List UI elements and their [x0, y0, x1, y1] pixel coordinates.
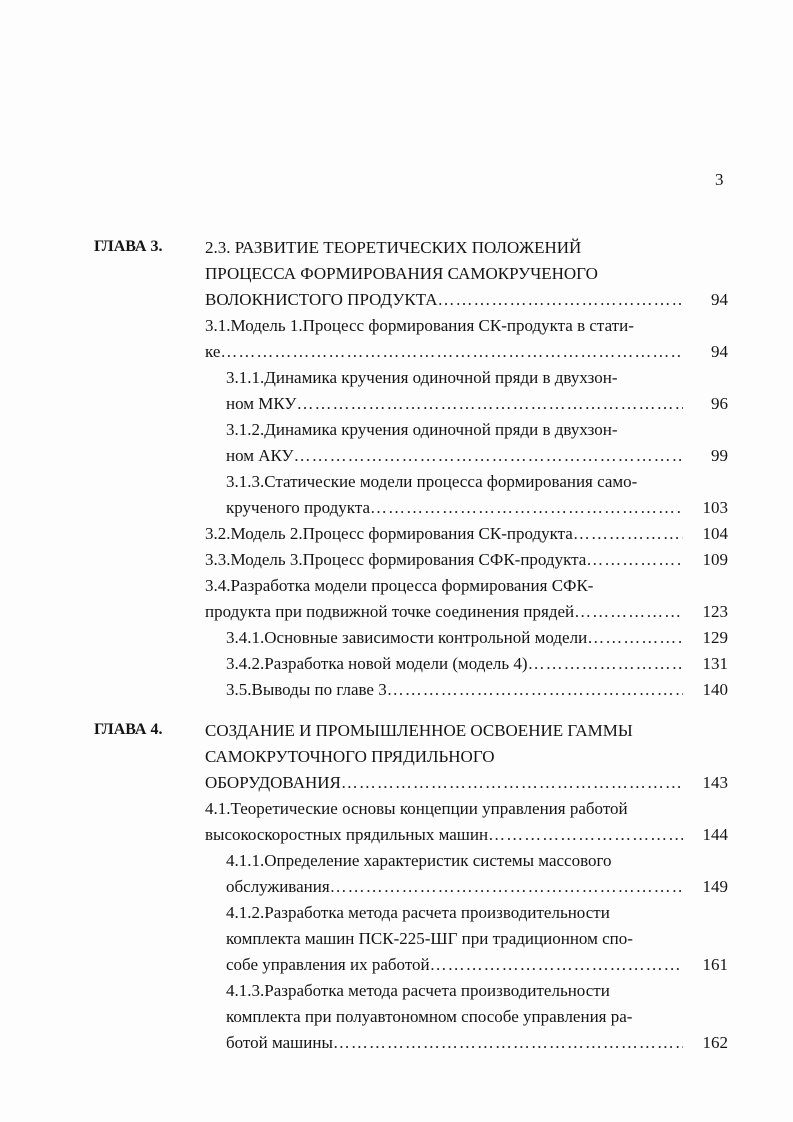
chapter-heading-line: ПРОЦЕССА ФОРМИРОВАНИЯ САМОКРУЧЕНОГО: [205, 264, 598, 283]
toc-entry-line: 3.1.Модель 1.Процесс формирования СК-продукта в стати-: [205, 316, 634, 335]
chapter-heading-line: САМОКРУТОЧНОГО ПРЯДИЛЬНОГО: [205, 747, 495, 766]
toc-entry-line: 3.3.Модель 3.Процесс формирования СФК-продукта …………………………………………………………………………………………………………………: [205, 547, 683, 573]
toc-entry-line: 3.4.1.Основные зависимости контрольной модели …………………………………………………………………………………………………………………: [226, 625, 683, 651]
toc-entry-line: продукта при подвижной точке соединения прядей …………………………………………………………………………………………………………………: [205, 599, 683, 625]
chapter-heading-line: 2.3. РАЗВИТИЕ ТЕОРЕТИЧЕСКИХ ПОЛОЖЕНИЙ: [205, 238, 582, 257]
page-ref: 143: [702, 773, 728, 792]
chapter-label: ГЛАВА 4.: [94, 721, 163, 738]
toc-entry-line: крученого продукта …………………………………………………………………………………………………………………: [226, 495, 683, 521]
toc-entry-line: комплекта машин ПСК-225-ШГ при традиционном спо-: [226, 929, 633, 948]
page-ref: 94: [711, 342, 728, 361]
chapter-heading-line: СОЗДАНИЕ И ПРОМЫШЛЕННОЕ ОСВОЕНИЕ ГАММЫ: [205, 721, 633, 740]
chapter-label: ГЛАВА 3.: [94, 238, 163, 255]
page-ref: 99: [711, 446, 728, 465]
toc-entry-line: ботой машины …………………………………………………………………………………………………………………: [226, 1030, 683, 1056]
page-ref: 161: [702, 955, 728, 974]
page-ref: 144: [702, 825, 728, 844]
toc-entry-line: 4.1.3.Разработка метода расчета производительности: [226, 981, 610, 1000]
chapter-heading-line: ВОЛОКНИСТОГО ПРОДУКТА …………………………………………………………………………………………………………………: [205, 287, 683, 313]
toc-entry-line: 3.1.2.Динамика кручения одиночной пряди в двухзон-: [226, 420, 618, 439]
page-ref: 140: [702, 680, 728, 699]
toc-entry-line: 4.1.1.Определение характеристик системы массового: [226, 851, 612, 870]
toc-entry-line: 3.1.3.Статические модели процесса формирования само-: [226, 472, 638, 491]
toc-entry-line: 3.4.Разработка модели процесса формирования СФК-: [205, 576, 594, 595]
toc-entry-line: ке …………………………………………………………………………………………………………………: [205, 339, 683, 365]
toc-entry-line: обслуживания …………………………………………………………………………………………………………………: [226, 874, 683, 900]
toc-entry-line: 4.1.Теоретические основы концепции управления работой: [205, 799, 628, 818]
toc-entry-line: высокоскоростных прядильных машин …………………………………………………………………………………………………………………: [205, 822, 683, 848]
page-ref: 104: [702, 524, 728, 543]
chapter-heading-line: ОБОРУДОВАНИЯ …………………………………………………………………………………………………………………: [205, 770, 683, 796]
page-ref: 129: [702, 628, 728, 647]
page-ref: 96: [711, 394, 728, 413]
page-ref: 109: [702, 550, 728, 569]
page-ref: 123: [702, 602, 728, 621]
toc-entry-line: 4.1.2.Разработка метода расчета производительности: [226, 903, 610, 922]
toc-entry-line: 3.4.2.Разработка новой модели (модель 4) …………………………………………………………………………………………………………………: [226, 651, 683, 677]
toc-entry-line: 3.5.Выводы по главе 3 …………………………………………………………………………………………………………………: [226, 677, 683, 703]
toc-entry-line: комплекта при полуавтономном способе управления ра-: [226, 1007, 633, 1026]
page-ref: 131: [702, 654, 728, 673]
toc-entry-line: собе управления их работой …………………………………………………………………………………………………………………: [226, 952, 683, 978]
page-number: 3: [715, 170, 724, 189]
page-ref: 149: [702, 877, 728, 896]
page-ref: 94: [711, 290, 728, 309]
page-ref: 103: [702, 498, 728, 517]
toc-entry-line: 3.1.1.Динамика кручения одиночной пряди в двухзон-: [226, 368, 618, 387]
toc-entry-line: ном АКУ …………………………………………………………………………………………………………………: [226, 443, 683, 469]
toc-entry-line: 3.2.Модель 2.Процесс формирования СК-продукта …………………………………………………………………………………………………………………: [205, 521, 683, 547]
toc-entry-line: ном МКУ …………………………………………………………………………………………………………………: [226, 391, 683, 417]
page-ref: 162: [702, 1033, 728, 1052]
